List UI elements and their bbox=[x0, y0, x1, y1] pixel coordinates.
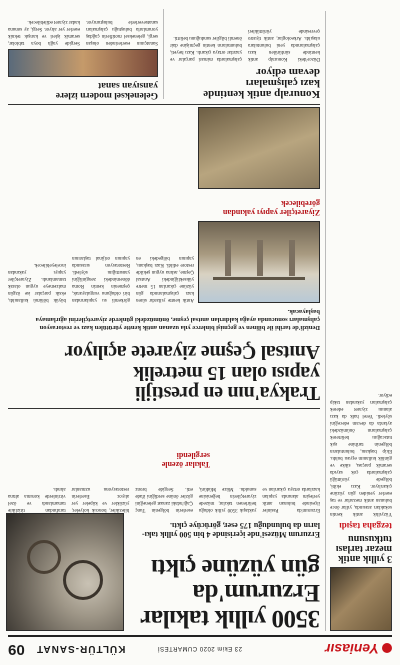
mid-body-block bbox=[8, 113, 194, 303]
logo-icon bbox=[382, 643, 392, 653]
main-subhead-block bbox=[130, 521, 320, 539]
mid-title-line-1: Trakya'nın en prestijli bbox=[135, 382, 320, 404]
mid-intro-block bbox=[8, 307, 320, 331]
issue-date: 23 Ekim 2020 CUMARTESİ bbox=[157, 645, 242, 651]
section-divider bbox=[8, 104, 320, 105]
sidebar-subtitle: tezgaha taşıdı bbox=[339, 521, 392, 532]
right-body: Düzce'deki Konuralp antik kentinde sürdürülen kazı çalışmalarında yeni buluntulara ulaşıldı. Arkeologlar, antik tiyatro çevresinde yürüttükleri çalışmalarda mimari parçalar ve yazıtlar ortaya çıkardı. Kazı heyeti, buluntuların kentin geçmişine dair önemli bilgiler sunduğunu belirtti. bbox=[170, 28, 320, 62]
main-title-line-3: gün yüzüne çıktı bbox=[151, 554, 320, 581]
sidebar-article bbox=[330, 11, 392, 631]
mid-intro: Denizli'de tarihi ile bilinen ve geçmişi binlerce yıla uzanan antik kentte yürütülen kazı ve restorasyon çalışmaları sonucunda ayağa kaldırılan anıtsal çeşme, önümüzdeki günlerde ziyaretçilerini ağırlamaya başlayacak. bbox=[35, 308, 320, 331]
main-subhead: Erzurum Müzesi'nde içerisinde 4 bin 500 yıllık takı-ların da bulunduğu 175 eser, görücüye çıktı. bbox=[141, 521, 320, 539]
sidebar-photo bbox=[330, 567, 392, 631]
main-pull-quote: Takılar özenle sergilendi bbox=[161, 451, 210, 469]
excavation-photo bbox=[198, 107, 320, 189]
fountain-column bbox=[289, 240, 295, 276]
main-body: Erzurum'da Pasinler ilçesinde bulunan antik yerleşim alanında yapılan kazılarda ortaya çıkarılan ve yaklaşık 3500 yıllık olduğu belirlenen takılar, müzede ziyaretçilerin beğenisine sunuldu. Müze Müdürü, eserlerin bölgenin Tunç Çağı'ndaki zanaat geleneğini gözler önüne serdiğini ifade etti. Sergide bronz bilezikler, boncuk kolyeler, yüzükler ve küpeler yer alıyor. Eserlerin restorasyonu uzmanlar tarafından titizlikle tamamlandı ve özel vitrinlerde koruma altına alındı. bbox=[8, 486, 320, 512]
mid-title-line-2: yapısı olan 15 metrelik bbox=[133, 361, 320, 384]
mid-pull-quote: Ziyaretçiler yapıyı yakından görebilecek bbox=[222, 199, 320, 217]
lower-right-body: Sanatçının eserlerinden oluşan sergi, geleneksel motiflerin çağdaş yorumlarla buluştuğu çalışmaları sanatseverlerle buluşturuyor. Sergide yağlı boya tablolar, seramik işleri ve karışık teknik eserler yer alıyor. Sergi, ay sonuna kadar ziyaret edilebilecek. bbox=[8, 18, 158, 45]
right-article bbox=[170, 14, 320, 99]
sidebar-title: 3 yıllık antik mezar tarlası tutkusunu bbox=[335, 532, 392, 564]
lower-right-article bbox=[8, 10, 158, 99]
mid-body: Antik kentte yıllardır süren kazı çalışmalarında gün yüzüne çıkarılan 15 metre yüksekliğindeki Anıtsal Çeşme, aslına uygun şekilde restore edildi. Kazı başkanı, yapının bölgedeki en görkemli su yapılarından biri olduğunu vurgulayarak, çeşmenin kentin Roma dönemindeki zenginliğini yansıttığını söyledi. Restorasyon sırasında yapının orijinal taşlarının büyük bölümü kullanıldı, eksik parçalar ise özgün malzemeye uygun olarak tamamlandı. Ziyaretçiler yapıyı yakından inceleyebilecek. bbox=[8, 255, 194, 302]
fountain-column bbox=[225, 240, 231, 276]
artwork-photo bbox=[8, 49, 158, 77]
page-header bbox=[8, 635, 392, 659]
fountain-column bbox=[257, 240, 263, 276]
fountain-photo bbox=[198, 221, 320, 303]
column-divider bbox=[325, 11, 326, 631]
lower-right-title-line-1: Geleneksel modern izlere bbox=[55, 90, 158, 100]
bracelet-shape bbox=[63, 560, 103, 600]
newspaper-logo: Yeniasır bbox=[325, 641, 392, 657]
right-title-line-2: kazı çalışmaları bbox=[245, 76, 320, 89]
column-divider bbox=[163, 9, 164, 99]
page-number: 09 bbox=[8, 641, 25, 658]
mid-article-heading bbox=[8, 342, 320, 403]
section-divider bbox=[8, 408, 320, 409]
jewellery-photo bbox=[6, 513, 124, 631]
main-title-line-2: Erzurum'da bbox=[193, 579, 320, 607]
main-title-line-1: 3500 yıllık takılar bbox=[140, 605, 320, 632]
section-name: KÜLTÜR-SANAT bbox=[36, 643, 126, 654]
right-title-line-1: Konuralp antik kentinde bbox=[203, 88, 320, 100]
mid-title-line-3: Anıtsal Çeşme ziyarete açılıyor bbox=[64, 341, 320, 364]
main-article-heading bbox=[130, 555, 320, 632]
ring-shape bbox=[27, 540, 61, 574]
sidebar-body: Yüzyıllık antik kentin sokakları arasında, yıllar önce bulunan antik mezarlar ve taş eserler yeniden gün yüzüne çıkarılıyor. Kazı ekibi, bölgede yürüttüğü çalışmalarda çok sayıda seramik parçası, sikke ve günlük kullanım eşyası buldu. Ekip başkanı, buluntuların bölgenin tarihine ışık tutacağını belirterek çalışmaların önümüzdeki aylarda da devam edeceğini söyledi. Yerel halk da kazı alanını ziyaret ederek çalışmaları yakından takip ediyor. bbox=[330, 392, 392, 517]
lower-right-title-line-2: yansıyan sanat bbox=[98, 80, 158, 91]
right-title-line-3: devam ediyor bbox=[256, 65, 320, 78]
